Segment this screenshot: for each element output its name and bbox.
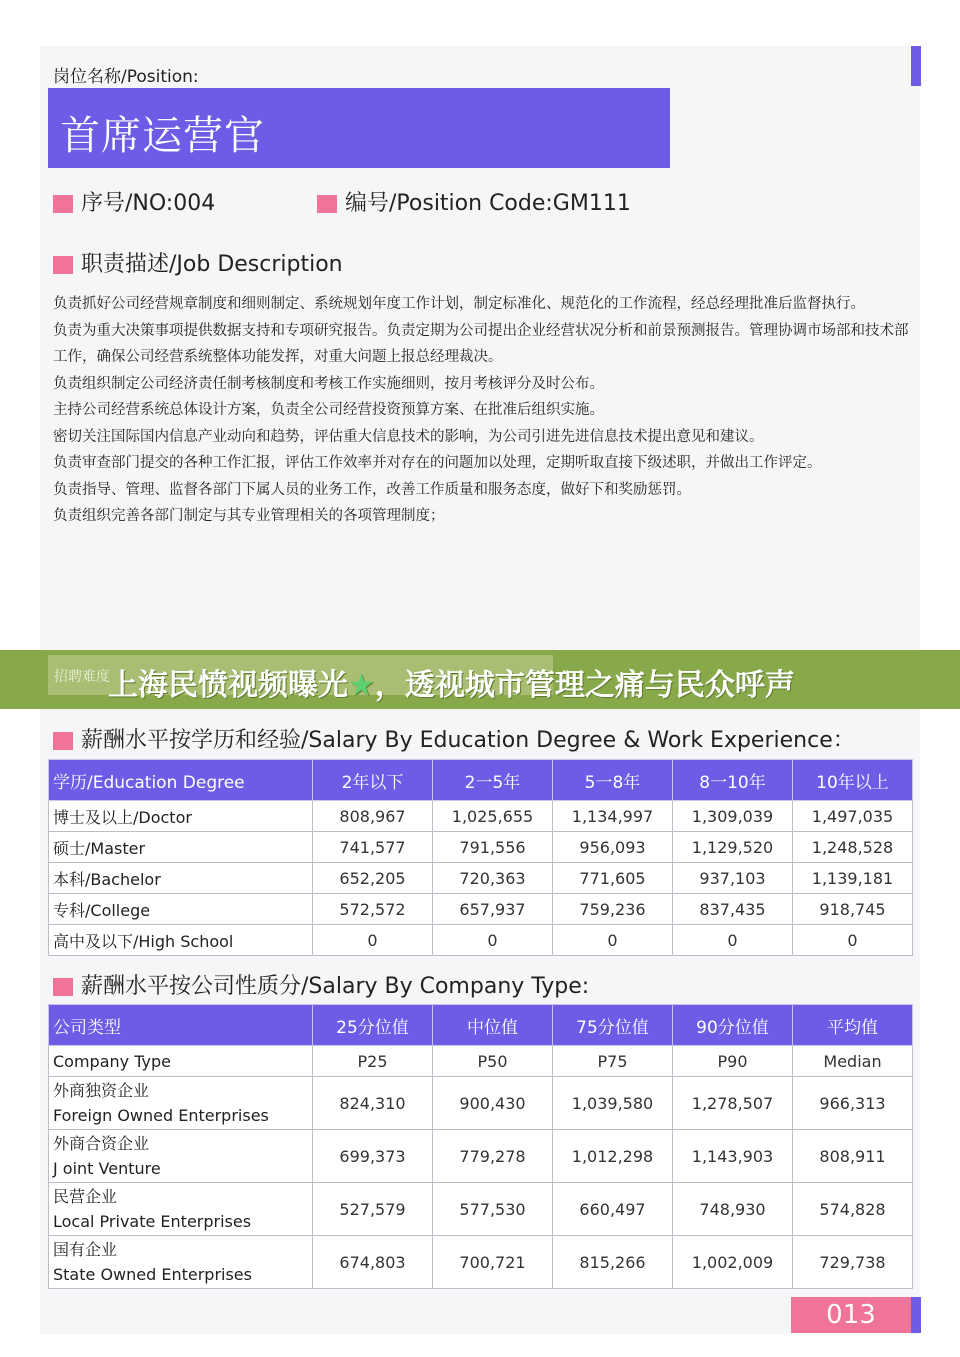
table-cell: 1,309,039 [673, 801, 793, 832]
job-description-item: 负责组织完善各部门制定与其专业管理相关的各项管理制度； [53, 508, 445, 524]
page-number: 013 [791, 1297, 911, 1333]
serial-number [53, 186, 215, 217]
position-code-text: 编号/Position Code:GM111 [345, 191, 631, 216]
table-cell: 本科/Bachelor [49, 863, 313, 894]
table-cell: 1,039,580 [553, 1077, 673, 1130]
table-cell: 1,134,997 [553, 801, 673, 832]
table-cell: 0 [313, 925, 433, 956]
table-cell: 837,435 [673, 894, 793, 925]
table-row [49, 1130, 913, 1183]
table-cell: 1,129,520 [673, 832, 793, 863]
bullet-square-icon [53, 978, 73, 996]
table-cell: 1,002,009 [673, 1236, 793, 1289]
job-description-item: 负责为重大决策事项提供数据支持和专项研究报告。负责定期为公司提出企业经营状况分析和前景预测报告。管理协调市场部和技术部工作，确保公司经营系统整体功能发挥，对重大问题上报总经理裁决。 [53, 322, 909, 365]
table-subheader-row [49, 1046, 913, 1077]
table-cell: 657,937 [433, 894, 553, 925]
table-cell: 1,012,298 [553, 1130, 673, 1183]
page-title: 首席运营官 [60, 113, 265, 159]
recruit-difficulty-label: 招聘难度 [54, 669, 110, 685]
education-salary-heading-text: 薪酬水平按学历和经验/Salary By Education Degree & Work Experience： [81, 728, 855, 753]
table-cell: 1,278,507 [673, 1077, 793, 1130]
company-salary-table [48, 1004, 913, 1289]
table-cell: 652,205 [313, 863, 433, 894]
table-cell: P25 [313, 1046, 433, 1077]
table-cell: Company Type [49, 1046, 313, 1077]
column-header: 90分位值 [673, 1005, 793, 1046]
table-cell: 0 [793, 925, 913, 956]
company-type-cell [49, 1077, 313, 1130]
company-type-en: State Owned Enterprises [53, 1265, 252, 1284]
table-cell: 1,139,181 [793, 863, 913, 894]
job-description-heading [53, 247, 343, 278]
table-cell: 硕士/Master [49, 832, 313, 863]
company-salary-heading [53, 969, 589, 1000]
table-cell: 1,497,035 [793, 801, 913, 832]
table-cell: 572,572 [313, 894, 433, 925]
table-cell: 815,266 [553, 1236, 673, 1289]
table-cell: P50 [433, 1046, 553, 1077]
table-row [49, 894, 913, 925]
education-salary-table [48, 759, 913, 956]
table-cell: 574,828 [793, 1183, 913, 1236]
table-cell: 759,236 [553, 894, 673, 925]
company-type-cn: 民营企业 [53, 1187, 118, 1206]
overlay-headline [108, 660, 795, 704]
column-header: 公司类型 [49, 1005, 313, 1046]
table-cell: 824,310 [313, 1077, 433, 1130]
overlay-headline-part-b: ，透视城市管理之痛与民众呼声 [374, 668, 795, 703]
column-header: 25分位值 [313, 1005, 433, 1046]
table-cell: 771,605 [553, 863, 673, 894]
job-description-item: 负责审查部门提交的各种工作汇报，评估工作效率并对存在的问题加以处理，定期听取直接下级述职，并做出工作评定。 [53, 455, 822, 471]
table-cell: 0 [553, 925, 673, 956]
column-header: 8一10年 [673, 760, 793, 801]
job-description-heading-text: 职责描述/Job Description [81, 252, 343, 277]
position-code [317, 186, 631, 217]
table-cell: 900,430 [433, 1077, 553, 1130]
company-type-cn: 外商独资企业 [53, 1081, 150, 1100]
table-cell: 博士及以上/Doctor [49, 801, 313, 832]
company-salary-heading-text: 薪酬水平按公司性质分/Salary By Company Type: [81, 974, 590, 999]
table-cell: 0 [673, 925, 793, 956]
table-cell: 1,143,903 [673, 1130, 793, 1183]
table-row [49, 832, 913, 863]
job-description-item: 负责指导、管理、监督各部门下属人员的业务工作，改善工作质量和服务态度，做好下和奖励惩罚。 [53, 481, 691, 498]
table-cell: 791,556 [433, 832, 553, 863]
company-type-cell [49, 1183, 313, 1236]
corner-accent-bar [911, 46, 921, 86]
table-cell: 937,103 [673, 863, 793, 894]
column-header: 学历/Education Degree [49, 760, 313, 801]
column-header: 平均值 [793, 1005, 913, 1046]
table-row [49, 863, 913, 894]
table-row [49, 801, 913, 832]
table-row [49, 1183, 913, 1236]
column-header: 5一8年 [553, 760, 673, 801]
table-row [49, 925, 913, 956]
star-icon: ★ [348, 668, 375, 703]
table-cell: 918,745 [793, 894, 913, 925]
table-cell: 956,093 [553, 832, 673, 863]
table-cell: 674,803 [313, 1236, 433, 1289]
table-header-row [49, 1005, 913, 1046]
job-description-item: 密切关注国际国内信息产业动向和趋势，评估重大信息技术的影响，为公司引进先进信息技术提出意见和建议。 [53, 428, 764, 445]
table-cell: P75 [553, 1046, 673, 1077]
column-header: 2年以下 [313, 760, 433, 801]
table-cell: 720,363 [433, 863, 553, 894]
table-cell: 729,738 [793, 1236, 913, 1289]
job-description-item: 主持公司经营系统总体设计方案，负责全公司经营投资预算方案、在批准后组织实施。 [53, 402, 604, 418]
table-cell: 748,930 [673, 1183, 793, 1236]
serial-number-text: 序号/NO:004 [81, 191, 216, 216]
bullet-square-icon [53, 256, 73, 274]
job-description [53, 291, 913, 530]
column-header: 10年以上 [793, 760, 913, 801]
table-cell: Median [793, 1046, 913, 1077]
table-cell: 高中及以下/High School [49, 925, 313, 956]
table-cell: 1,025,655 [433, 801, 553, 832]
table-cell: 0 [433, 925, 553, 956]
table-cell: 700,721 [433, 1236, 553, 1289]
company-type-cell [49, 1130, 313, 1183]
table-cell: 741,577 [313, 832, 433, 863]
bullet-square-icon [53, 732, 73, 750]
table-cell: 577,530 [433, 1183, 553, 1236]
table-header-row [49, 760, 913, 801]
company-type-en: J oint Venture [53, 1159, 161, 1178]
company-type-cn: 外商合资企业 [53, 1134, 150, 1153]
table-row [49, 1236, 913, 1289]
position-label: 岗位名称/Position: [53, 67, 199, 87]
table-cell: 专科/College [49, 894, 313, 925]
table-cell: 966,313 [793, 1077, 913, 1130]
bullet-square-icon [53, 195, 73, 213]
company-type-en: Local Private Enterprises [53, 1212, 252, 1231]
page-number-accent-bar [911, 1297, 921, 1333]
company-type-cn: 国有企业 [53, 1240, 118, 1259]
bullet-square-icon [317, 195, 337, 213]
column-header: 75分位值 [553, 1005, 673, 1046]
company-type-cell [49, 1236, 313, 1289]
table-row [49, 1077, 913, 1130]
table-cell: P90 [673, 1046, 793, 1077]
job-description-item: 负责组织制定公司经济责任制考核制度和考核工作实施细则，按月考核评分及时公布。 [53, 375, 604, 392]
education-salary-heading [53, 723, 855, 754]
table-cell: 808,967 [313, 801, 433, 832]
column-header: 中位值 [433, 1005, 553, 1046]
table-cell: 1,248,528 [793, 832, 913, 863]
table-cell: 660,497 [553, 1183, 673, 1236]
table-cell: 699,373 [313, 1130, 433, 1183]
job-description-item: 负责抓好公司经营规章制度和细则制定、系统规划年度工作计划，制定标准化、规范化的工作流程，经总经理批准后监督执行。 [53, 296, 865, 312]
company-type-en: Foreign Owned Enterprises [53, 1106, 269, 1125]
column-header: 2一5年 [433, 760, 553, 801]
table-cell: 527,579 [313, 1183, 433, 1236]
table-cell: 808,911 [793, 1130, 913, 1183]
table-cell: 779,278 [433, 1130, 553, 1183]
overlay-headline-part-a: 上海民愤视频曝光 [108, 668, 348, 703]
